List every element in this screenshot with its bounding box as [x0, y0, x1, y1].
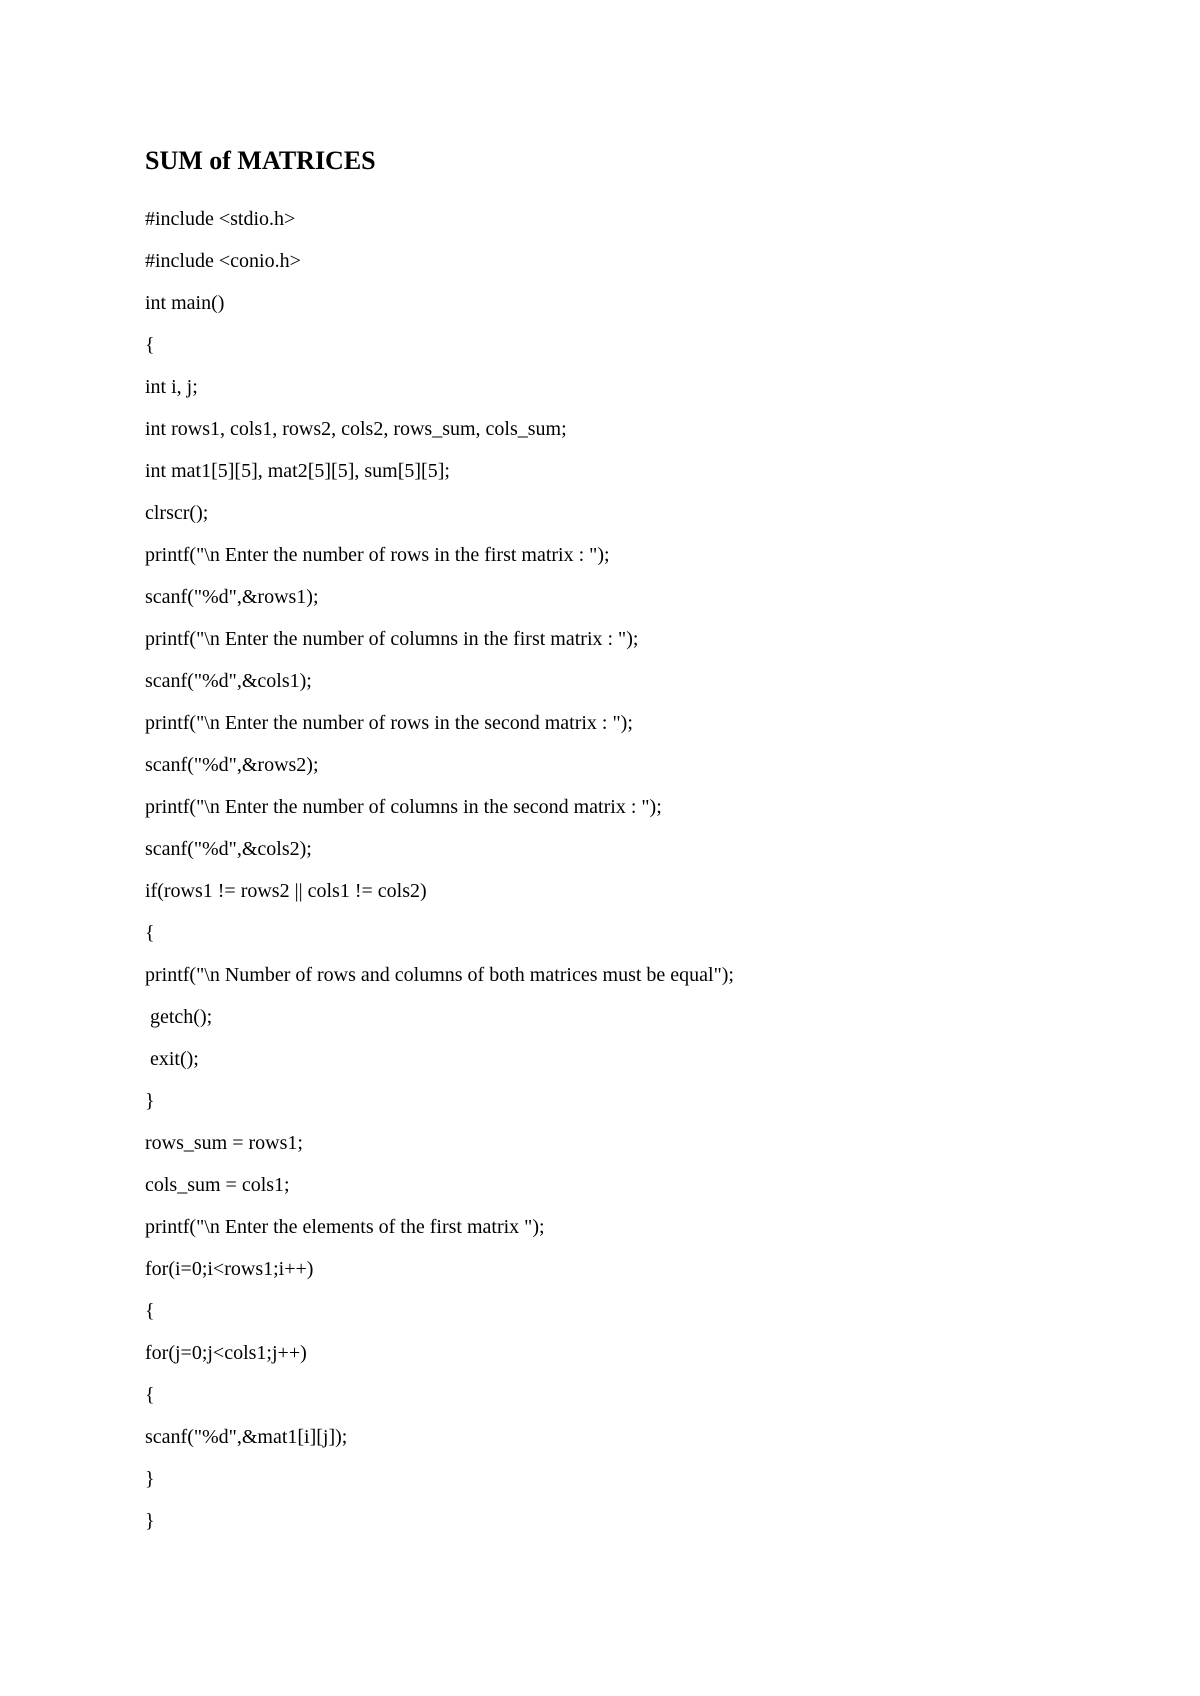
code-line: printf("\n Enter the number of rows in the second matrix : "); — [145, 712, 633, 734]
code-line: for(i=0;i<rows1;i++) — [145, 1258, 314, 1280]
code-listing — [145, 198, 734, 1542]
code-line: if(rows1 != rows2 || cols1 != cols2) — [145, 880, 427, 902]
code-line: printf("\n Enter the number of columns in the second matrix : "); — [145, 796, 662, 818]
code-line: scanf("%d",&cols2); — [145, 838, 312, 860]
code-line: int mat1[5][5], mat2[5][5], sum[5][5]; — [145, 460, 450, 482]
code-line: { — [145, 334, 155, 356]
code-line: } — [145, 1090, 155, 1112]
code-line: printf("\n Enter the number of rows in the first matrix : "); — [145, 544, 610, 566]
code-line: clrscr(); — [145, 502, 209, 524]
code-line: scanf("%d",&cols1); — [145, 670, 312, 692]
code-line: scanf("%d",&rows1); — [145, 586, 319, 608]
code-line: printf("\n Enter the number of columns in the first matrix : "); — [145, 628, 639, 650]
code-line: } — [145, 1510, 155, 1532]
code-line: #include <conio.h> — [145, 250, 301, 272]
code-line: scanf("%d",&rows2); — [145, 754, 319, 776]
code-line: } — [145, 1468, 155, 1490]
code-line: rows_sum = rows1; — [145, 1132, 303, 1154]
code-line: for(j=0;j<cols1;j++) — [145, 1342, 307, 1364]
code-line: cols_sum = cols1; — [145, 1174, 290, 1196]
code-line: { — [145, 922, 155, 944]
code-line: exit(); — [145, 1048, 199, 1070]
code-line: getch(); — [145, 1006, 213, 1028]
code-line: { — [145, 1384, 155, 1406]
code-line: printf("\n Enter the elements of the first matrix "); — [145, 1216, 545, 1238]
code-line: printf("\n Number of rows and columns of both matrices must be equal"); — [145, 964, 734, 986]
code-line: int i, j; — [145, 376, 198, 398]
code-line: #include <stdio.h> — [145, 208, 296, 230]
code-line: scanf("%d",&mat1[i][j]); — [145, 1426, 348, 1448]
code-line: int main() — [145, 292, 225, 314]
code-line: int rows1, cols1, rows2, cols2, rows_sum, cols_sum; — [145, 418, 567, 440]
code-line: { — [145, 1300, 155, 1322]
document-title: SUM of MATRICES — [145, 146, 376, 175]
